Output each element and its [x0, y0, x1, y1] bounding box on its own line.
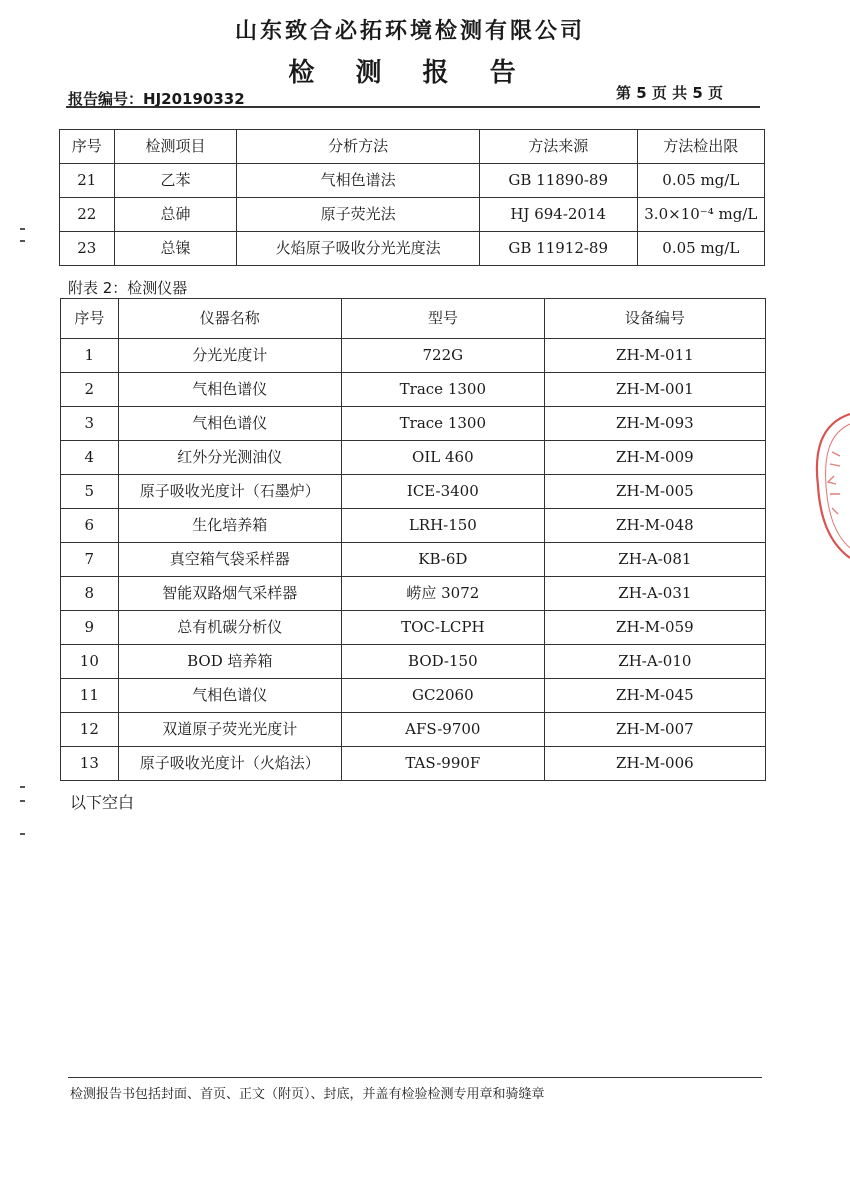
method-col-limit: 方法检出限	[637, 130, 764, 164]
cell: Trace 1300	[341, 407, 544, 441]
header-divider	[66, 106, 760, 108]
cell: 原子荧光法	[237, 198, 479, 232]
instrument-col-device-id: 设备编号	[544, 299, 765, 339]
instrument-col-model: 型号	[341, 299, 544, 339]
cell: ZH-A-010	[544, 645, 765, 679]
document-title: 检 测 报 告	[288, 58, 532, 88]
cell: 原子吸收光度计（火焰法）	[118, 747, 341, 781]
method-col-item: 检测项目	[114, 130, 237, 164]
cell: 总镍	[114, 232, 237, 266]
table-row	[61, 543, 766, 577]
report-number-label: 报告编号：	[68, 90, 144, 108]
table-row	[61, 475, 766, 509]
cell: 10	[61, 645, 119, 679]
cell: ZH-A-081	[544, 543, 765, 577]
cell: 1	[61, 339, 119, 373]
table-row	[61, 339, 766, 373]
table-row	[61, 441, 766, 475]
binding-mark	[20, 786, 25, 788]
binding-mark	[20, 240, 25, 242]
cell: OIL 460	[341, 441, 544, 475]
cell: ZH-M-045	[544, 679, 765, 713]
cell: 气相色谱法	[237, 164, 479, 198]
cell: ICE-3400	[341, 475, 544, 509]
cell: 4	[61, 441, 119, 475]
appendix-label: 附表 2：检测仪器	[68, 279, 188, 297]
cell: 气相色谱仪	[118, 679, 341, 713]
footer-divider	[68, 1077, 762, 1078]
binding-mark	[20, 800, 25, 802]
blank-below-note: 以下空白	[70, 793, 135, 812]
cell: ZH-M-001	[544, 373, 765, 407]
table-row	[61, 407, 766, 441]
cell: ZH-A-031	[544, 577, 765, 611]
instrument-col-no: 序号	[61, 299, 119, 339]
table-row	[61, 577, 766, 611]
instrument-table-header	[61, 299, 766, 339]
cell: HJ 694-2014	[479, 198, 637, 232]
company-name: 山东致合必拓环境检测有限公司	[234, 19, 585, 44]
cell: BOD-150	[341, 645, 544, 679]
cell: 0.05 mg/L	[637, 164, 764, 198]
table-row	[61, 679, 766, 713]
cell: 总砷	[114, 198, 237, 232]
table-row	[61, 747, 766, 781]
binding-mark	[20, 833, 25, 835]
cell: 2	[61, 373, 119, 407]
table-row	[60, 198, 765, 232]
cell: 22	[60, 198, 115, 232]
instrument-col-name: 仪器名称	[118, 299, 341, 339]
instrument-table	[60, 298, 766, 781]
table-row	[61, 373, 766, 407]
cell: 13	[61, 747, 119, 781]
cell: 3.0×10⁻⁴ mg/L	[637, 198, 764, 232]
page-indicator: 第 5 页 共 5 页	[616, 84, 723, 102]
cell: ZH-M-093	[544, 407, 765, 441]
cell: 8	[61, 577, 119, 611]
cell: GB 11890-89	[479, 164, 637, 198]
cell: BOD 培养箱	[118, 645, 341, 679]
cell: 21	[60, 164, 115, 198]
table-row	[60, 232, 765, 266]
cell: ZH-M-007	[544, 713, 765, 747]
cell: 原子吸收光度计（石墨炉）	[118, 475, 341, 509]
cell: 7	[61, 543, 119, 577]
cell: 气相色谱仪	[118, 407, 341, 441]
cell: Trace 1300	[341, 373, 544, 407]
footer-note: 检测报告书包括封面、首页、正文（附页）、封底，并盖有检验检测专用章和骑缝章	[70, 1087, 545, 1102]
cell: AFS-9700	[341, 713, 544, 747]
cell: LRH-150	[341, 509, 544, 543]
cell: 0.05 mg/L	[637, 232, 764, 266]
cell: 12	[61, 713, 119, 747]
cell: 分光光度计	[118, 339, 341, 373]
cell: ZH-M-011	[544, 339, 765, 373]
cell: 总有机碳分析仪	[118, 611, 341, 645]
cell: 智能双路烟气采样器	[118, 577, 341, 611]
method-col-source: 方法来源	[479, 130, 637, 164]
method-table-header	[60, 130, 765, 164]
cell: 崂应 3072	[341, 577, 544, 611]
cell: ZH-M-048	[544, 509, 765, 543]
cell: 6	[61, 509, 119, 543]
method-col-method: 分析方法	[237, 130, 479, 164]
table-row	[61, 645, 766, 679]
cell: 气相色谱仪	[118, 373, 341, 407]
table-row	[60, 164, 765, 198]
cell: ZH-M-009	[544, 441, 765, 475]
cell: GC2060	[341, 679, 544, 713]
cell: ZH-M-005	[544, 475, 765, 509]
table-row	[61, 611, 766, 645]
cell: 722G	[341, 339, 544, 373]
cell: 乙苯	[114, 164, 237, 198]
method-col-no: 序号	[60, 130, 115, 164]
cell: ZH-M-059	[544, 611, 765, 645]
report-number-value: HJ20190332	[143, 90, 245, 108]
cell: 真空箱气袋采样器	[118, 543, 341, 577]
binding-mark	[20, 228, 25, 230]
table-row	[61, 713, 766, 747]
cell: 火焰原子吸收分光光度法	[237, 232, 479, 266]
cell: GB 11912-89	[479, 232, 637, 266]
cell: 双道原子荧光光度计	[118, 713, 341, 747]
cell: TOC-LCPH	[341, 611, 544, 645]
cell: KB-6D	[341, 543, 544, 577]
table-row	[61, 509, 766, 543]
cell: 生化培养箱	[118, 509, 341, 543]
method-table	[59, 129, 765, 266]
red-seal-stamp-icon	[806, 412, 850, 560]
cell: 9	[61, 611, 119, 645]
cell: 23	[60, 232, 115, 266]
cell: 3	[61, 407, 119, 441]
cell: TAS-990F	[341, 747, 544, 781]
cell: 5	[61, 475, 119, 509]
cell: 11	[61, 679, 119, 713]
cell: ZH-M-006	[544, 747, 765, 781]
cell: 红外分光测油仪	[118, 441, 341, 475]
